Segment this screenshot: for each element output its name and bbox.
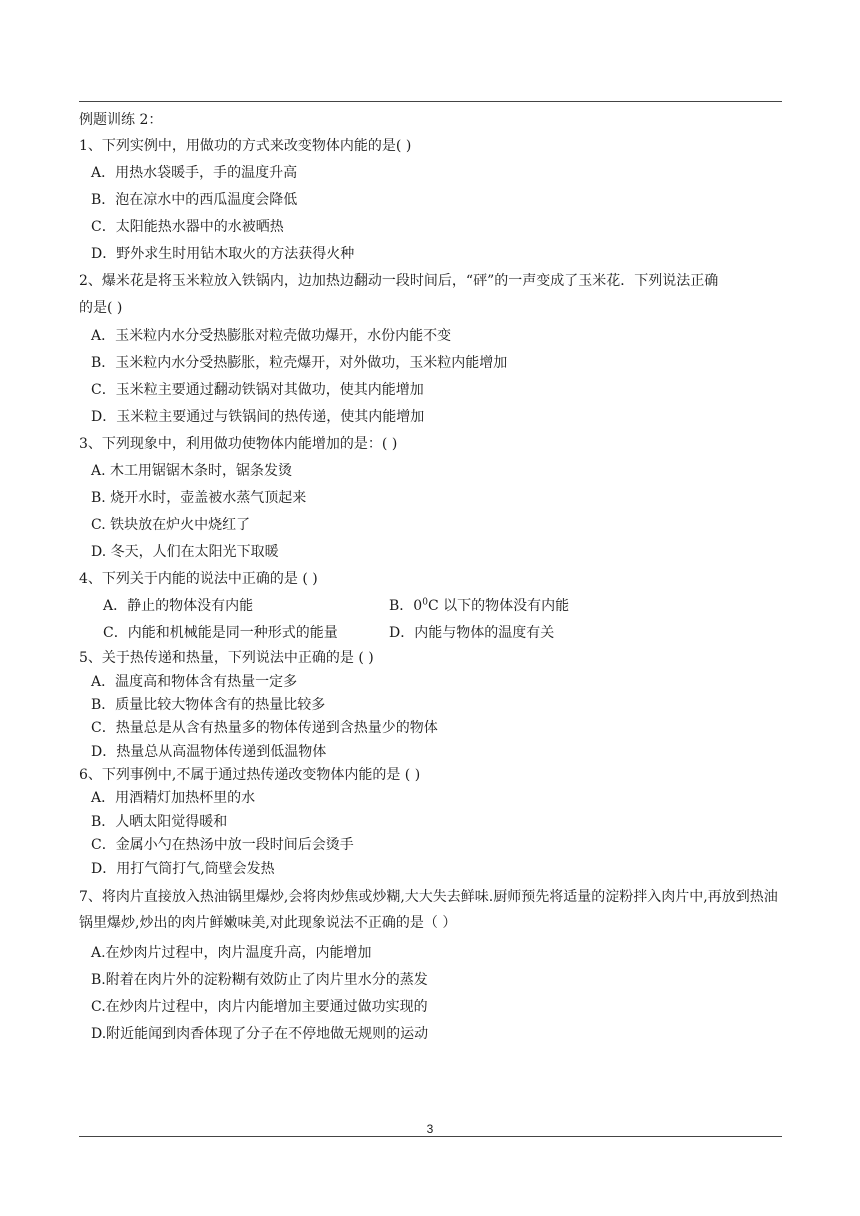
question-7-option-b: B.附着在肉片外的淀粉糊有效防止了肉片里水分的蒸发 — [91, 972, 428, 988]
question-7-option-c: C.在炒肉片过程中，肉片内能增加主要通过做功实现的 — [91, 999, 428, 1015]
question-1-option-a: A．用热水袋暖手，手的温度升高 — [91, 165, 298, 181]
question-2-option-d: D．玉米粒主要通过与铁锅间的热传递，使其内能增加 — [91, 409, 425, 425]
question-2-option-a: A．玉米粒内水分受热膨胀对粒壳做功爆开，水份内能不变 — [91, 328, 452, 344]
question-4-option-c: C．内能和机械能是同一种形式的能量 — [103, 625, 338, 641]
question-2-stem-line-1: 2、爆米花是将玉米粒放入铁锅内，边加热边翻动一段时间后，“砰”的一声变成了玉米花．下列说法正确 — [79, 273, 719, 289]
question-4-option-b-prefix: B．0 — [389, 598, 423, 614]
question-2-option-b: B．玉米粒内水分受热膨胀，粒壳爆开，对外做功，玉米粒内能增加 — [91, 355, 508, 371]
question-6-option-a: A．用酒精灯加热杯里的水 — [91, 790, 256, 806]
question-4-stem: 4、下列关于内能的说法中正确的是 ( ) — [79, 571, 318, 587]
question-1-stem: 1、下列实例中，用做功的方式来改变物体内能的是( ) — [79, 138, 412, 154]
question-5-option-b: B．质量比较大物体含有的热量比较多 — [91, 697, 326, 713]
question-4-option-a: A．静止的物体没有内能 — [103, 598, 254, 614]
question-4-option-b-suffix: C 以下的物体没有内能 — [427, 598, 570, 614]
section-title: 例题训练 2： — [79, 112, 163, 128]
question-7-option-a: A.在炒肉片过程中，肉片温度升高，内能增加 — [91, 945, 372, 961]
question-1-option-d: D．野外求生时用钻木取火的方法获得火种 — [91, 246, 355, 262]
question-1-option-c: C．太阳能热水器中的水被晒热 — [91, 219, 284, 235]
question-5-option-a: A．温度高和物体含有热量一定多 — [91, 674, 298, 690]
question-6-stem: 6、下列事例中,不属于通过热传递改变物体内能的是 ( ) — [79, 767, 421, 783]
footer-rule — [79, 1136, 782, 1137]
question-3-option-a: A. 木工用锯锯木条时，锯条发烫 — [91, 463, 293, 479]
question-7-stem: 7、将肉片直接放入热油锅里爆炒,会将肉炒焦或炒糊,大大失去鲜味.厨师预先将适量的淀粉拌入肉片中,再放到热油锅里爆炒,炒出的肉片鲜嫩味美,对此现象说法不正确的是（ ） — [79, 889, 778, 931]
question-4-option-d: D．内能与物体的温度有关 — [389, 625, 555, 641]
question-3-option-c: C. 铁块放在炉火中烧红了 — [91, 517, 251, 533]
question-6-option-d: D．用打气筒打气,筒壁会发热 — [91, 861, 275, 877]
question-2-option-c: C．玉米粒主要通过翻动铁锅对其做功，使其内能增加 — [91, 382, 424, 398]
question-6-option-c: C．金属小勺在热汤中放一段时间后会烫手 — [91, 837, 354, 853]
question-6-option-b: B．人晒太阳觉得暖和 — [91, 814, 228, 830]
question-5-option-c: C．热量总是从含有热量多的物体传递到含热量少的物体 — [91, 720, 438, 736]
question-7-option-d: D.附近能闻到肉香体现了分子在不停地做无规则的运动 — [91, 1026, 429, 1042]
question-1-option-b: B．泡在凉水中的西瓜温度会降低 — [91, 192, 298, 208]
header-rule — [79, 101, 782, 102]
question-3-option-d: D. 冬天，人们在太阳光下取暖 — [91, 544, 279, 560]
question-5-option-d: D．热量总从高温物体传递到低温物体 — [91, 744, 327, 760]
question-4-option-b — [389, 598, 569, 614]
question-3-option-b: B. 烧开水时，壶盖被水蒸气顶起来 — [91, 490, 307, 506]
degree-superscript: 0 — [422, 597, 428, 608]
question-3-stem: 3、下列现象中，利用做功使物体内能增加的是：( ) — [79, 436, 398, 452]
question-2-stem-line-2: 的是( ) — [79, 300, 123, 316]
question-5-stem: 5、关于热传递和热量，下列说法中正确的是 ( ) — [79, 650, 374, 666]
page-number: 3 — [426, 1122, 434, 1136]
